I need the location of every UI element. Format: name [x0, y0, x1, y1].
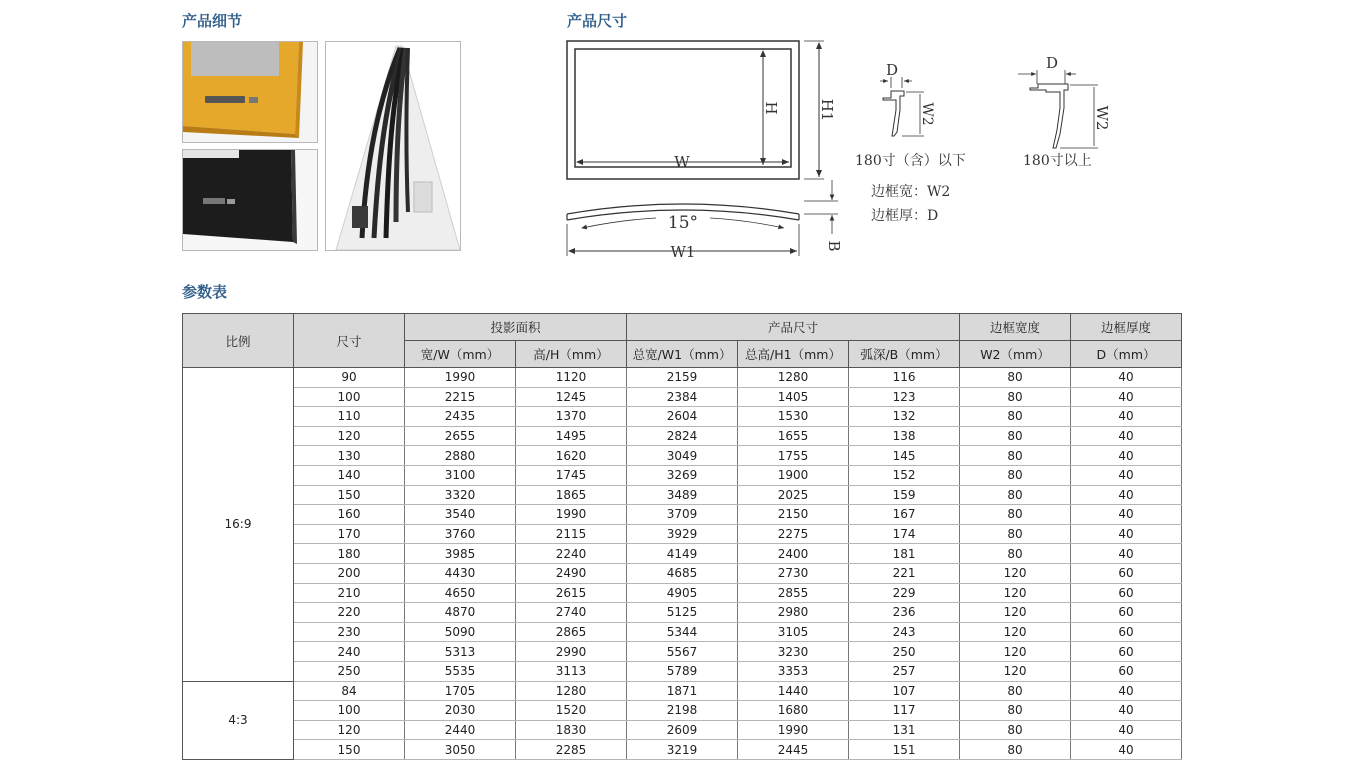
table-cell: 2445 — [738, 740, 849, 760]
table-cell: 2275 — [738, 524, 849, 544]
table-cell: 1680 — [738, 701, 849, 721]
table-cell: 60 — [1071, 642, 1182, 662]
table-row — [183, 465, 1182, 485]
table-cell: 3929 — [627, 524, 738, 544]
d-label-small: D — [885, 61, 899, 79]
table-cell: 145 — [849, 446, 960, 466]
table-cell: 167 — [849, 505, 960, 525]
table-cell: 221 — [849, 563, 960, 583]
table-cell: 2198 — [627, 701, 738, 721]
table-cell: 2240 — [516, 544, 627, 564]
table-cell: 1280 — [516, 681, 627, 701]
table-row — [183, 446, 1182, 466]
table-cell: 2115 — [516, 524, 627, 544]
table-cell: 40 — [1071, 446, 1182, 466]
table-cell: 40 — [1071, 544, 1182, 564]
table-cell: 2400 — [738, 544, 849, 564]
note-frame-thickness: 边框厚：D — [871, 208, 939, 224]
table-cell: 240 — [294, 642, 405, 662]
table-cell: 80 — [960, 681, 1071, 701]
table-cell: 107 — [849, 681, 960, 701]
header-product-size: 产品尺寸 — [627, 314, 960, 341]
table-cell: 250 — [849, 642, 960, 662]
table-cell: 3709 — [627, 505, 738, 525]
table-cell: 2980 — [738, 603, 849, 623]
table-cell: 120 — [960, 563, 1071, 583]
table-row — [183, 524, 1182, 544]
table-cell: 4149 — [627, 544, 738, 564]
table-cell: 1370 — [516, 407, 627, 427]
table-cell: 1830 — [516, 720, 627, 740]
table-cell: 80 — [960, 407, 1071, 427]
header-b: 弧深/B（mm） — [849, 341, 960, 368]
table-cell: 90 — [294, 368, 405, 388]
table-cell: 131 — [849, 720, 960, 740]
table-cell: 2604 — [627, 407, 738, 427]
h1-label: H1 — [818, 98, 836, 122]
frame-profile-diagrams — [850, 50, 1120, 180]
d-label-large: D — [1045, 54, 1059, 72]
table-cell: 80 — [960, 426, 1071, 446]
table-cell: 159 — [849, 485, 960, 505]
table-cell: 120 — [294, 720, 405, 740]
table-cell: 80 — [960, 446, 1071, 466]
table-cell: 116 — [849, 368, 960, 388]
table-cell: 4650 — [405, 583, 516, 603]
table-cell: 4685 — [627, 563, 738, 583]
table-row — [183, 701, 1182, 721]
table-cell: 4870 — [405, 603, 516, 623]
table-cell: 2440 — [405, 720, 516, 740]
table-cell: 1871 — [627, 681, 738, 701]
table-cell: 5535 — [405, 661, 516, 681]
table-cell: 170 — [294, 524, 405, 544]
table-cell: 3219 — [627, 740, 738, 760]
frame-corner-photo-yellow — [182, 41, 318, 143]
table-cell: 210 — [294, 583, 405, 603]
table-cell: 2025 — [738, 485, 849, 505]
table-cell: 40 — [1071, 485, 1182, 505]
table-cell: 80 — [960, 505, 1071, 525]
table-cell: 5313 — [405, 642, 516, 662]
table-cell: 1520 — [516, 701, 627, 721]
table-cell: 1655 — [738, 426, 849, 446]
table-cell: 181 — [849, 544, 960, 564]
table-row — [183, 681, 1182, 701]
table-cell: 151 — [849, 740, 960, 760]
table-cell: 3049 — [627, 446, 738, 466]
table-cell: 3100 — [405, 465, 516, 485]
w-label: W — [674, 153, 690, 171]
table-cell: 2435 — [405, 407, 516, 427]
table-cell: 174 — [849, 524, 960, 544]
table-cell: 2865 — [516, 622, 627, 642]
table-cell: 229 — [849, 583, 960, 603]
header-frame-width: 边框宽度 — [960, 314, 1071, 341]
table-cell: 3760 — [405, 524, 516, 544]
table-row — [183, 603, 1182, 623]
table-cell: 120 — [960, 603, 1071, 623]
table-cell: 1405 — [738, 387, 849, 407]
table-cell: 1990 — [405, 368, 516, 388]
b-label: B — [825, 240, 843, 252]
table-cell: 2740 — [516, 603, 627, 623]
table-cell: 3230 — [738, 642, 849, 662]
table-cell: 2150 — [738, 505, 849, 525]
table-cell: 5344 — [627, 622, 738, 642]
table-cell: 1620 — [516, 446, 627, 466]
table-cell: 152 — [849, 465, 960, 485]
table-cell: 5789 — [627, 661, 738, 681]
table-cell: 80 — [960, 387, 1071, 407]
table-cell: 1440 — [738, 681, 849, 701]
table-row — [183, 485, 1182, 505]
table-cell: 40 — [1071, 505, 1182, 525]
table-cell: 3489 — [627, 485, 738, 505]
table-cell: 84 — [294, 681, 405, 701]
table-cell: 130 — [294, 446, 405, 466]
table-cell: 120 — [960, 642, 1071, 662]
table-row — [183, 426, 1182, 446]
table-cell: 40 — [1071, 524, 1182, 544]
header-d: D（mm） — [1071, 341, 1182, 368]
table-cell: 160 — [294, 505, 405, 525]
table-row — [183, 544, 1182, 564]
table-cell: 60 — [1071, 563, 1182, 583]
table-cell: 80 — [960, 485, 1071, 505]
table-cell: 117 — [849, 701, 960, 721]
table-cell: 120 — [294, 426, 405, 446]
table-cell: 1745 — [516, 465, 627, 485]
table-cell: 60 — [1071, 583, 1182, 603]
table-cell: 2990 — [516, 642, 627, 662]
table-cell: 120 — [960, 622, 1071, 642]
table-row — [183, 583, 1182, 603]
table-cell: 60 — [1071, 622, 1182, 642]
table-cell: 3113 — [516, 661, 627, 681]
table-cell: 80 — [960, 465, 1071, 485]
table-cell: 110 — [294, 407, 405, 427]
table-cell: 40 — [1071, 368, 1182, 388]
table-cell: 150 — [294, 485, 405, 505]
table-row — [183, 368, 1182, 388]
table-cell: 236 — [849, 603, 960, 623]
table-cell: 3105 — [738, 622, 849, 642]
table-cell: 230 — [294, 622, 405, 642]
table-cell: 180 — [294, 544, 405, 564]
table-cell: 150 — [294, 740, 405, 760]
table-cell: 80 — [960, 368, 1071, 388]
table-cell: 2384 — [627, 387, 738, 407]
table-cell: 1865 — [516, 485, 627, 505]
frame-corner-photo-black — [182, 149, 318, 251]
table-cell: 60 — [1071, 603, 1182, 623]
table-cell: 2285 — [516, 740, 627, 760]
table-cell: 80 — [960, 720, 1071, 740]
dimensions-title: 产品尺寸 — [567, 12, 628, 30]
table-cell: 100 — [294, 701, 405, 721]
table-cell: 3269 — [627, 465, 738, 485]
table-cell: 2824 — [627, 426, 738, 446]
table-cell: 1990 — [738, 720, 849, 740]
screen-dimension-diagram — [560, 34, 860, 264]
table-cell: 5125 — [627, 603, 738, 623]
table-cell: 40 — [1071, 387, 1182, 407]
w2-label-large: W2 — [1093, 105, 1111, 131]
table-row — [183, 407, 1182, 427]
params-title: 参数表 — [182, 283, 228, 301]
header-h: 高/H（mm） — [516, 341, 627, 368]
header-projection-area: 投影面积 — [405, 314, 627, 341]
table-cell: 2030 — [405, 701, 516, 721]
table-cell: 3540 — [405, 505, 516, 525]
table-cell: 2655 — [405, 426, 516, 446]
table-cell: 2615 — [516, 583, 627, 603]
table-cell: 40 — [1071, 720, 1182, 740]
note-frame-width: 边框宽：W2 — [871, 184, 951, 200]
table-cell: 2159 — [627, 368, 738, 388]
table-cell: 40 — [1071, 740, 1182, 760]
table-cell: 3353 — [738, 661, 849, 681]
table-cell: 40 — [1071, 701, 1182, 721]
header-h1: 总高/H1（mm） — [738, 341, 849, 368]
table-cell: 40 — [1071, 681, 1182, 701]
table-cell: 200 — [294, 563, 405, 583]
table-cell: 140 — [294, 465, 405, 485]
table-cell: 4905 — [627, 583, 738, 603]
spec-table-body — [183, 368, 1182, 760]
caption-large: 180寸以上 — [1023, 153, 1092, 169]
table-cell: 1900 — [738, 465, 849, 485]
table-cell: 4430 — [405, 563, 516, 583]
table-cell: 40 — [1071, 426, 1182, 446]
table-cell: 2855 — [738, 583, 849, 603]
table-cell: 1495 — [516, 426, 627, 446]
table-cell: 3985 — [405, 544, 516, 564]
table-cell: 5090 — [405, 622, 516, 642]
table-cell: 243 — [849, 622, 960, 642]
frame-notes — [871, 180, 950, 228]
table-row — [183, 387, 1182, 407]
table-row — [183, 661, 1182, 681]
caption-small: 180寸（含）以下 — [855, 153, 966, 169]
ratio-cell: 4:3 — [183, 681, 294, 759]
table-cell: 80 — [960, 524, 1071, 544]
table-cell: 1755 — [738, 446, 849, 466]
table-cell: 1530 — [738, 407, 849, 427]
table-cell: 2490 — [516, 563, 627, 583]
table-cell: 80 — [960, 701, 1071, 721]
details-title: 产品细节 — [182, 12, 243, 30]
h-label: H — [762, 101, 780, 115]
angle-label: 15° — [667, 213, 699, 233]
ratio-cell: 16:9 — [183, 368, 294, 682]
table-row — [183, 740, 1182, 760]
header-w1: 总宽/W1（mm） — [627, 341, 738, 368]
table-cell: 220 — [294, 603, 405, 623]
table-cell: 123 — [849, 387, 960, 407]
table-cell: 3050 — [405, 740, 516, 760]
table-row — [183, 622, 1182, 642]
table-cell: 5567 — [627, 642, 738, 662]
table-row — [183, 720, 1182, 740]
header-w2: W2（mm） — [960, 341, 1071, 368]
table-cell: 120 — [960, 661, 1071, 681]
table-cell: 120 — [960, 583, 1071, 603]
table-cell: 257 — [849, 661, 960, 681]
table-cell: 3320 — [405, 485, 516, 505]
table-row — [183, 505, 1182, 525]
table-cell: 80 — [960, 740, 1071, 760]
table-cell: 1990 — [516, 505, 627, 525]
table-cell: 250 — [294, 661, 405, 681]
table-cell: 1120 — [516, 368, 627, 388]
table-cell: 1705 — [405, 681, 516, 701]
table-cell: 1280 — [738, 368, 849, 388]
header-size: 尺寸 — [294, 314, 405, 368]
table-cell: 80 — [960, 544, 1071, 564]
table-row — [183, 642, 1182, 662]
table-cell: 132 — [849, 407, 960, 427]
table-cell: 1245 — [516, 387, 627, 407]
table-cell: 2730 — [738, 563, 849, 583]
table-row — [183, 563, 1182, 583]
header-w: 宽/W（mm） — [405, 341, 516, 368]
table-cell: 40 — [1071, 465, 1182, 485]
table-cell: 60 — [1071, 661, 1182, 681]
w1-label: W1 — [670, 243, 696, 261]
table-cell: 100 — [294, 387, 405, 407]
spec-table — [182, 313, 1182, 760]
table-cell: 40 — [1071, 407, 1182, 427]
header-frame-thickness: 边框厚度 — [1071, 314, 1182, 341]
table-cell: 2215 — [405, 387, 516, 407]
table-cell: 2880 — [405, 446, 516, 466]
table-cell: 2609 — [627, 720, 738, 740]
w2-label-small: W2 — [919, 102, 935, 126]
header-ratio: 比例 — [183, 314, 294, 368]
table-cell: 138 — [849, 426, 960, 446]
packaging-photo — [325, 41, 461, 251]
